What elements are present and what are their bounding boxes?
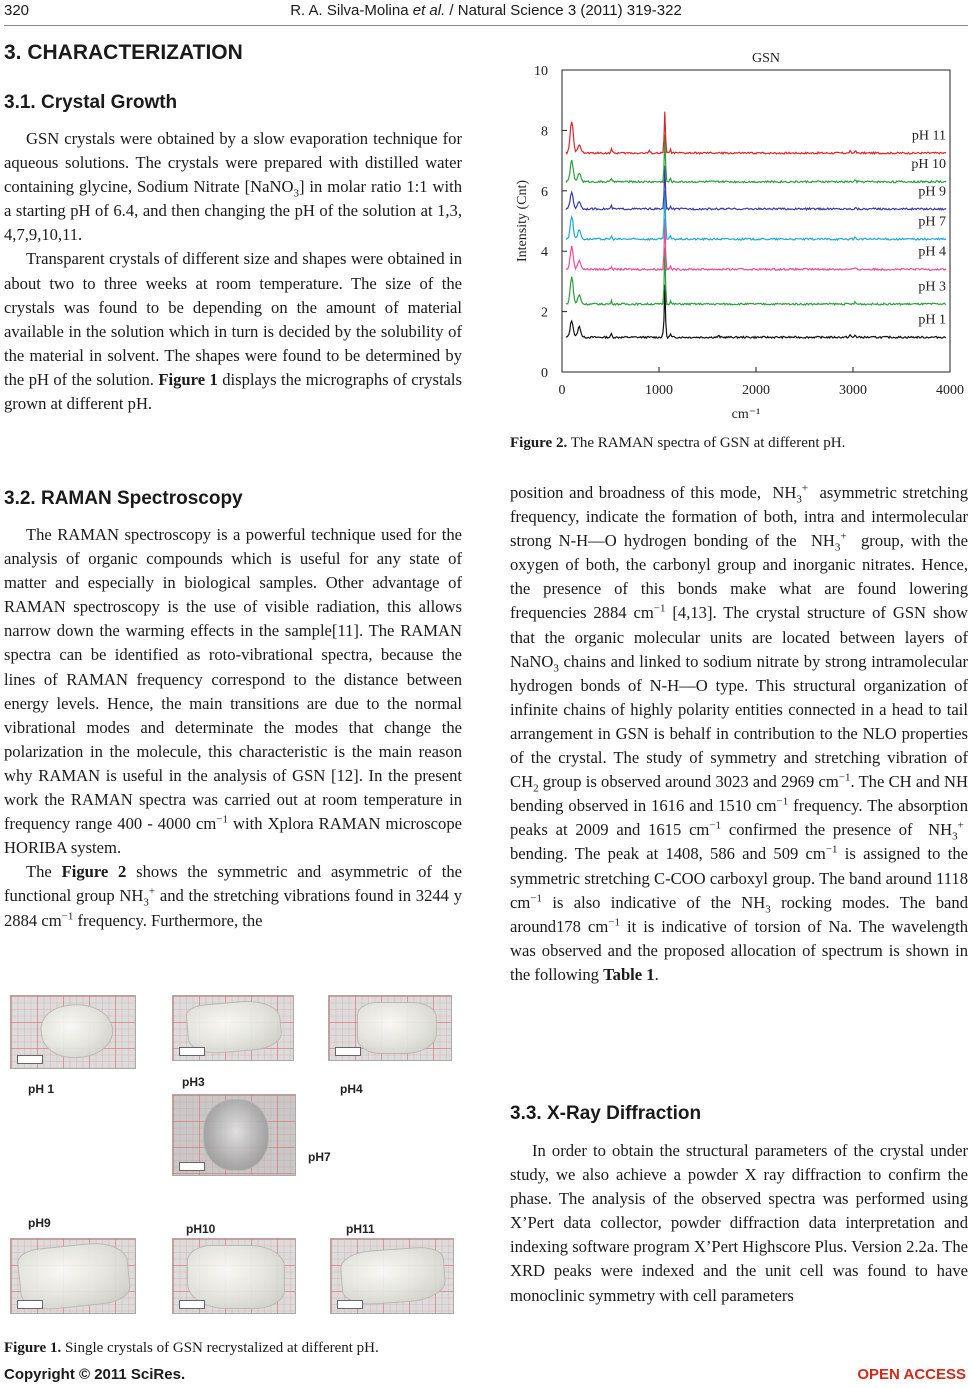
micrograph-ph7 [172,1094,296,1176]
micrograph-ph11 [330,1238,454,1314]
series-label: pH 9 [918,184,946,200]
panel-label: pH4 [340,1082,363,1096]
x-tick-label: 1000 [645,383,673,398]
series-label: pH 1 [918,312,946,328]
panel-label: pH7 [308,1150,331,1164]
series-label: pH 4 [918,244,946,260]
panel-label: pH3 [182,1075,205,1089]
raman-text-continued [510,481,968,987]
paragraph: Transparent crystals of different size and shapes were obtained in about two to three weeks at room temperature. The size of the crystals was found to be depending on the amount of material available in the solution which in turn is decided by the solubility of the material in solvent. The shapes were found to be determined by the pH of the solution. Figure 1 displays the micrographs of crystals grown at different pH. [4,249,462,414]
subsection-title-crystal-growth: 3.1. Crystal Growth [4,92,178,113]
series-line [566,285,946,339]
y-tick-label: 6 [541,184,548,200]
figure2-caption [510,435,845,452]
x-tick-label: 2000 [742,383,770,398]
series-line [566,248,946,305]
subsection-title-raman: 3.2. RAMAN Spectroscopy [4,488,243,509]
micrograph-ph4 [328,995,452,1061]
paragraph: The Figure 2 shows the symmetric and asymmetric of the functional group $NH_3^+$ and the stretching vibrations found in 3244 y 2884 $cm^{-1}$ frequency. Furthermore, the [4,862,462,930]
footer-open-access: OPEN ACCESS [857,1366,966,1383]
caption-label: Figure 2. [510,435,568,451]
caption-text: The RAMAN spectra of GSN at different pH. [567,435,846,451]
raman-chart-svg [510,42,970,432]
series-line [566,166,946,210]
caption-text: Single crystals of GSN recrystalized at different pH. [61,1340,379,1356]
series-label: pH 11 [911,128,946,144]
paragraph: position and broadness of this mode, $NH_3^+$ asymmetric stretching frequency, indicate the formation of both, intra and intermolecular strong N-H—O hydrogen bonding of the $NH_3^+$ group, with the oxygen of both, the carbonyl group and inorganic nitrates. Hence, the presence of this bonds make what are found lowering frequencies 2884 $cm^{-1}$ [4,13]. The crystal structure of GSN show that the organic molecular units are located between layers of NaNO$_3$ chains and linked to sodium nitrate by strong intramolecular hydrogen bonds of N-H—O type. This structural organization of infinite chains of highly polarity entities connected in a head to tail arrangement in GSN is behalf in contribution to the NLO properties of the crystal. The study of symmetry and stretching vibration of $CH_2$ group is observed around 3023 and 2969 $cm^{-1}$. The CH and NH bending observed in 1616 and 1510 $cm^{-1}$ frequency. The absorption peaks at 2009 and 1615 $cm^{-1}$ confirmed the presence of $NH_3^+$ bending. The peak at 1408, 586 and 509 $cm^{-1}$ is assigned to the symmetric stretching C-COO carboxyl group. The band around 1118 $cm^{-1}$ is also indicative of the $NH_3$ rocking modes. The band around178 $cm^{-1}$ it is indicative of torsion of Na. The wavelength was observed and the proposed allocation of spectrum is shown in the following Table 1. [510,482,969,984]
x-tick-label: 0 [558,383,566,398]
panel-label: pH11 [346,1222,375,1236]
caption-label: Figure 1. [4,1340,62,1356]
series-label: pH 10 [911,157,946,173]
x-tick-label: 4000 [936,383,964,398]
panel-label: pH9 [28,1216,51,1230]
y-tick-label: 2 [541,305,548,321]
xrd-text [510,1139,968,1308]
series-label: pH 3 [918,279,946,295]
section-title: 3. CHARACTERIZATION [4,41,243,64]
panel-label: pH10 [186,1222,216,1236]
y-tick-label: 10 [534,64,548,79]
y-axis-label: Intensity (Cnt) [515,179,530,263]
paragraph: In order to obtain the structural parameters of the crystal under study, we also achieve a powder X ray diffraction to confirm the phase. The analysis of the observed spectra was performed using X’Pert data collector, powder diffraction data interpretation and indexing software program X’Pert Highscore Plus. Version 2.2a. The XRD peaks were indexed and the unit cell was found to have monoclinic symmetry with cell parameters [510,1141,968,1305]
header-rule [4,25,968,26]
micrograph-ph10 [172,1238,296,1314]
footer-copyright: Copyright © 2011 SciRes. [4,1366,186,1383]
series-line [566,218,946,270]
page-number: 320 [4,2,30,19]
micrograph-ph9 [10,1238,136,1314]
series-line [566,190,946,240]
y-tick-label: 0 [541,366,548,381]
running-title: R. A. Silva-Molina et al. / Natural Science 3 (2011) 319-322 [290,2,682,19]
plot-frame [562,70,950,372]
series-line [566,135,946,183]
y-tick-label: 4 [541,245,548,261]
x-tick-label: 3000 [839,383,867,398]
figure1-caption [4,1340,379,1357]
subsection-title-xrd: 3.3. X-Ray Diffraction [510,1103,702,1124]
x-axis-label: cm⁻¹ [731,407,761,422]
series-label: pH 7 [918,214,946,230]
crystal-growth-text [4,127,462,416]
raman-text [4,523,462,933]
panel-label: pH 1 [28,1082,55,1096]
micrograph-ph1 [10,995,136,1069]
paragraph: GSN crystals were obtained by a slow evaporation technique for aqueous solutions. The crystals were prepared with distilled water containing glycine, Sodium Nitrate [NaNO$_3$] in molar ratio 1:1 with a starting pH of 6.4, and then changing the pH of the solution at 1,3, 4,7,9,10,11. [4,129,462,245]
raman-chart [510,42,970,432]
running-header [0,2,972,26]
micrograph-ph3 [172,995,294,1061]
series-line [566,112,946,154]
chart-title: GSN [751,51,781,66]
paragraph: The RAMAN spectroscopy is a powerful technique used for the analysis of organic compounds which is useful for any state of matter and especially in biological samples. Other advantage of RAMAN spectroscopy is the use of visible radiation, this allows narrow down the warming effects in the sample[11]. The RAMAN spectra can be identified as roto-vibrational spectra, because the lines of RAMAN frequency correspond to the distance between energy levels. Hence, the main transitions are due to the normal vibrational modes and determinate the modes that change the polarization in the molecule, this characteristic is the main reason why RAMAN is useful in the analysis of GSN [12]. In the present work the RAMAN spectra was carried out at room temperature in frequency range 400 - 4000 $cm^{-1}$ with Xplora RAMAN microscope HORIBA system. [4,525,462,858]
y-tick-label: 8 [541,124,548,140]
